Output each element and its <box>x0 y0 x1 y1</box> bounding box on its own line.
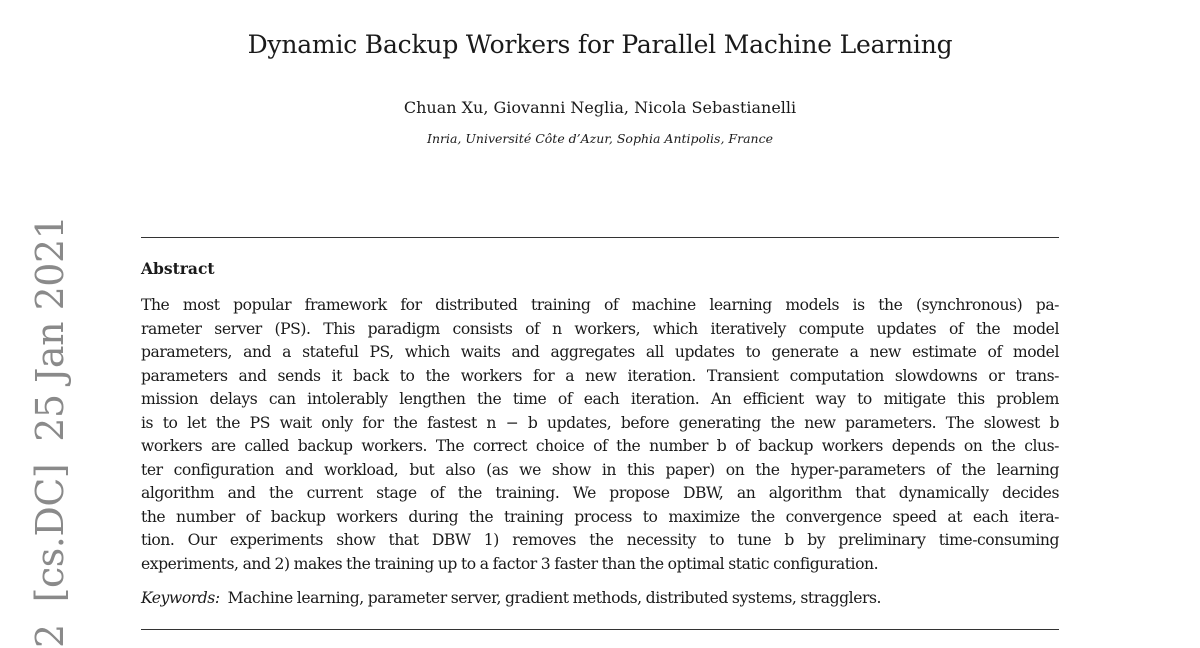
abstract-line: tion. Our experiments show that DBW 1) removes the necessity to tune b by preliminary time-consuming <box>141 531 1059 549</box>
arxiv-version-fragment: 2 <box>28 624 72 648</box>
paper-title: Dynamic Backup Workers for Parallel Machine Learning <box>247 30 953 59</box>
abstract-line: rameter server (PS). This paradigm consists of n workers, which iteratively compute updates of the model <box>141 319 1059 338</box>
keywords <box>141 589 1059 607</box>
arxiv-date: 25 Jan 2021 <box>28 215 72 442</box>
abstract-line: algorithm and the current stage of the training. We propose DBW, an algorithm that dynamically decides <box>141 484 1059 502</box>
arxiv-side-stamp <box>28 216 72 648</box>
keywords-label: Keywords: <box>141 589 220 607</box>
keywords-list: Machine learning, parameter server, gradient methods, distributed systems, stragglers. <box>227 589 882 607</box>
author-list: Chuan Xu, Giovanni Neglia, Nicola Sebastianelli <box>403 98 797 117</box>
abstract-top-rule <box>141 237 1059 238</box>
abstract-line: mission delays can intolerably lengthen the time of each iteration. An efficient way to mitigate this problem <box>141 390 1059 408</box>
abstract-bottom-rule <box>141 629 1059 630</box>
affiliation: Inria, Université Côte d’Azur, Sophia Antipolis, France <box>427 131 773 146</box>
abstract-line: is to let the PS wait only for the fastest n − b updates, before generating the new parameters. The slowest b <box>141 413 1059 432</box>
abstract-line: experiments, and 2) makes the training up to a factor 3 faster than the optimal static configuration. <box>141 554 879 573</box>
abstract-line: parameters, and a stateful PS, which waits and aggregates all updates to generate a new estimate of model <box>141 343 1059 361</box>
abstract-body <box>141 294 1059 576</box>
abstract-line: the number of backup workers during the training process to maximize the convergence speed at each itera- <box>141 507 1059 526</box>
arxiv-category: [cs.DC] <box>28 463 72 603</box>
abstract-line: ter configuration and workload, but also (as we show in this paper) on the hyper-parameters of the learning <box>141 460 1059 479</box>
abstract-heading: Abstract <box>141 259 215 278</box>
abstract-line: parameters and sends it back to the workers for a new iteration. Transient computation slowdowns or trans- <box>141 366 1059 385</box>
abstract-line: The most popular framework for distributed training of machine learning models is the (synchronous) pa- <box>141 296 1059 314</box>
abstract-line: workers are called backup workers. The correct choice of the number b of backup workers depends on the clus- <box>141 437 1059 455</box>
